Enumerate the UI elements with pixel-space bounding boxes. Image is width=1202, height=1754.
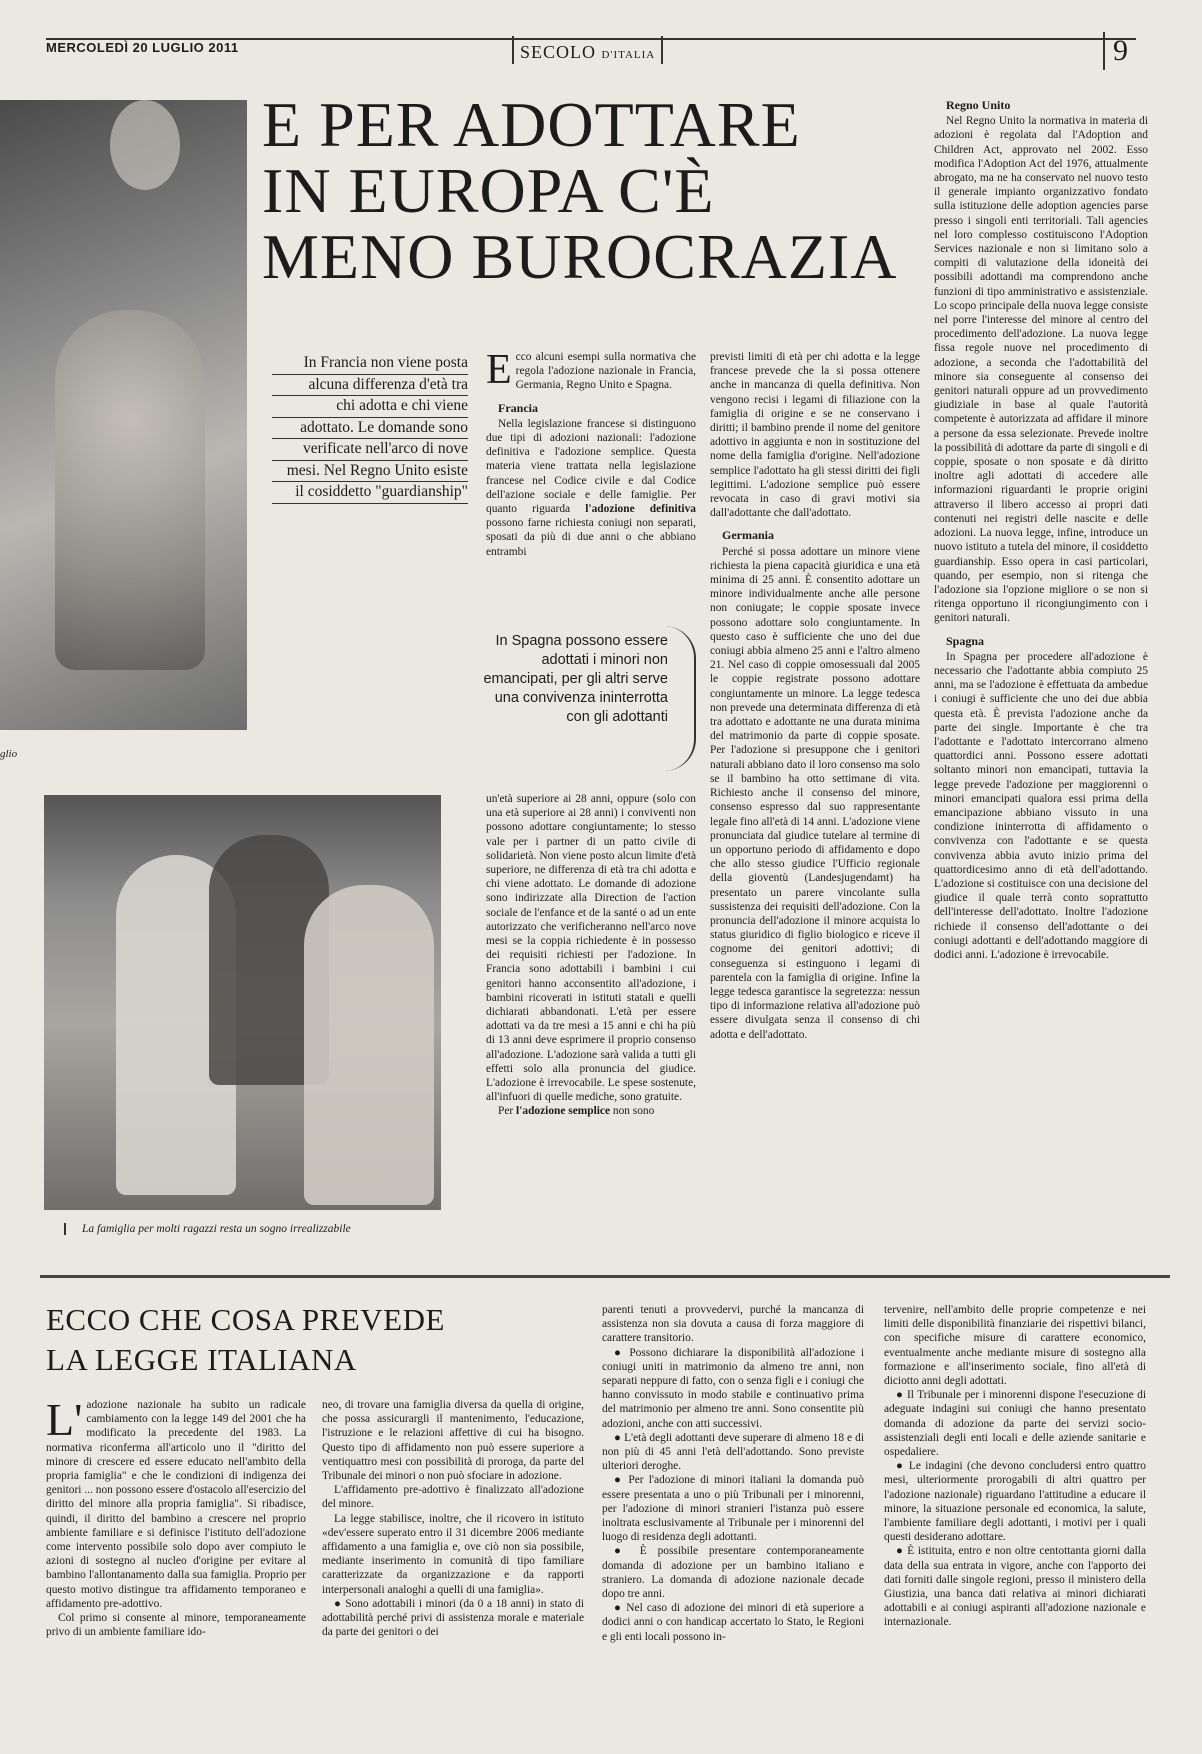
pullquote-france bbox=[272, 353, 468, 504]
article1-column-3 bbox=[710, 350, 920, 1245]
section-head-regno-unito: Regno Unito bbox=[946, 98, 1011, 112]
article2-col2-text-3: La legge stabilisce, inoltre, che il ricovero in istituto «dev'essere superato entro il 31 dicembre 2006 mediante affidamento a una famiglia e, ove ciò non sia possibile, mediante inserimento in comunità di tipo familiare caratterizzate da organizzazione e da rapporti interpersonali analoghi a quelli di una famiglia». bbox=[322, 1512, 584, 1596]
article2-col2-bullet: ● Sono adottabili i minori (da 0 a 18 anni) in stato di adottabilità perché privi di assistenza morale e materiale da parte dei genitori o dei bbox=[322, 1597, 584, 1639]
pullquote-line: il cosiddetto "guardianship" bbox=[272, 482, 468, 504]
article2-col4-bullet-3: ● È istituita, entro e non oltre centottanta giorni dalla data della sua entrata in vigore, anche con l'apporto dei dati forniti dalle singole regioni, presso il ministero della Giustizia, una banca dati relativa ai minori dichiarati adottabili e ai coniugi aspiranti all'adozione nazionale e internazionale. bbox=[884, 1545, 1146, 1629]
pullquote-line: adottato. Le domande sono bbox=[272, 418, 468, 440]
pullquote-bracket bbox=[664, 626, 696, 771]
pullquote-line: chi adotta e chi viene bbox=[272, 396, 468, 418]
article2-col3-bullet-3: ● Per l'adozione di minori italiani la domanda può essere presentata a uno o più Tribunali per i minorenni, per l'adozione di minori stranieri l'istanza può essere inoltrata esclusivamente al Tribunale per i minorenni del luogo di residenza degli adottanti. bbox=[602, 1474, 864, 1544]
photo-top-caption: glio bbox=[0, 748, 18, 760]
headline2-line-1: ECCO CHE COSA PREVEDE bbox=[46, 1302, 445, 1337]
article1-column-4 bbox=[934, 98, 1148, 1248]
article2-col2-text: neo, di trovare una famiglia diversa da quella di origine, che possa assicurargli il mantenimento, l'educazione, l'istruzione e le relazioni affettive di cui ha bisogno. Questo tipo di affidamento non può essere superiore a ventiquattro mesi con possibilità di proroga, da parte del Tribunale dei minori o non può sfociare in adozione. bbox=[322, 1399, 584, 1483]
pullquote-line: mesi. Nel Regno Unito esiste bbox=[272, 461, 468, 483]
article2-col1-text: adozione nazionale ha subito un radicale cambiamento con la legge 149 del 2001 che ha modificato la precedente del 1983. La normativa riconferma all'articolo uno il "diritto del minore di crescere ed essere educato nell'ambito della propria famiglia" e che le condizioni di indigenza dei genitori ... non possono essere d'ostacolo all'esercizio del diritto del minore alla propria famiglia". Si ribadisce, quindi, il diritto del bambino a crescere nel proprio ambiente familiare e si definisce l'istituto dell'adozione come intervento possibile solo dopo aver compiuto le azioni di sostegno al nucleo d'origine per evitare al bambino l'allontanamento dalla sua famiglia. Proprio per questo motivo distingue tra affidamento temporaneo e affidamento pre-adottivo. bbox=[46, 1399, 306, 1610]
section-divider bbox=[40, 1275, 1170, 1278]
francia-text-2: un'età superiore ai 28 anni, oppure (solo con una età superiore ai 28 anni) i conviventi non possono adottare congiuntamente; lo stesso vale per i partner di un patto civile di solidarietà. Non viene posto alcun limite d'età superiore, ne differenza di età tra chi adotta e chi viene adottato. Le domande di adozione sono indirizzate alla Direction de l'action sociale de l'enfance et de la santé o ad un ente autorizzato che verificheranno nell'arco nove mesi se la coppia richiedente è in possesso dei requisiti richiesti per l'adozione. In Francia sono adottabili i bambini i cui genitori hanno acconsentito all'adozione, i bambini ricoverati in istituti statali e quelli dichiarati abbandonati. L'età per essere adottati va da tre mesi a 15 anni e chi ha più di 13 anni deve esprimere il proprio consenso all'adozione. L'adozione sarà valida a tutti gli effetti solo alla pronuncia del giudice. L'adozione è irrevocabile. Le spese sostenute, all'infuori di quelle mediche, sono gratuite. bbox=[486, 793, 696, 1104]
article2-col3-bullet-1: ● Possono dichiarare la disponibilità all'adozione i coniugi uniti in matrimonio da almeno tre anni, non separati neppure di fatto, con o senza figli e i coniugi che hanno convissuto in modo stabile e continuativo prima del matrimonio per almeno tre anni. Sono consentite più adozioni, anche con atti successivi. bbox=[602, 1346, 864, 1430]
francia-text-a: Nella legislazione francese si distinguono due tipi di adozioni nazionali: l'adozione definitiva e l'adozione semplice. Questa materia viene trattata nella legislazione francese nel Codice civile e dal Codice dell'azione sociale e delle famiglie. Per quanto riguarda bbox=[486, 417, 696, 516]
pullquote-line: In Francia non viene posta bbox=[272, 353, 468, 375]
article1-column-2-top bbox=[486, 350, 696, 610]
headline-line-2: IN EUROPA C'È bbox=[262, 155, 715, 226]
masthead bbox=[46, 28, 1166, 67]
pullquote-spain: In Spagna possono essere adottati i minori non emancipati, per gli altri serve una convivenza ininterrotta con gli adottanti bbox=[483, 633, 668, 725]
masthead-paper-name bbox=[512, 36, 663, 64]
pullquote-line: alcuna differenza d'età tra bbox=[272, 375, 468, 397]
article1-headline bbox=[262, 89, 922, 292]
photo-figure-child bbox=[55, 310, 205, 670]
photo-top-children bbox=[0, 100, 247, 730]
francia-text-3b: non sono bbox=[612, 1105, 655, 1118]
page-number: 9 bbox=[1103, 32, 1128, 70]
headline-line-1: E PER ADOTTARE bbox=[262, 89, 801, 160]
section-head-spagna: Spagna bbox=[946, 633, 985, 648]
headline2-line-2: LA LEGGE ITALIANA bbox=[46, 1342, 357, 1377]
headline-line-3: MENO BUROCRAZIA bbox=[262, 221, 898, 292]
dropcap-l: L' bbox=[46, 1398, 83, 1445]
article2-col2-text-2: L'affidamento pre-adottivo è finalizzato all'adozione del minore. bbox=[322, 1484, 584, 1511]
article2-col1-text-2: Col primo si consente al minore, temporaneamente privo di un ambiente familiare ido- bbox=[46, 1612, 306, 1639]
photo-figure-head bbox=[110, 100, 180, 190]
regno-text: Nel Regno Unito la normativa in materia di adozioni è regolata dal l'Adoption and Children Act, approvato nel 2002. Esso modifica l'Adoption Act del 1976, attualmente abrogato, ma ne ha conservato nel nuovo testo il generale impianto organizzativo fondato sulla istituzione delle adoption agencies parse presso i singoli enti territoriali. Tali agencies nel loro complesso costituiscono l'Adoption Services nazionale e non si limitano solo a compiti di valutazione della idoneità dei possibili adottandi ma comprendono anche funzioni di tipo amministrativo e assistenziale. Lo scopo principale della nuova legge consiste nel porre l'interesse del minore al centro del procedimento dell'adozione. La nuova legge fissa regole nuove nel procedimento di adozione, a seconda che l'adottabilità del minore sia conseguente al consenso dei genitori naturali oppure ad un provvedimento giudiziale in base al quale l'autorità competente è autorizzata ad affidare il minore a persone da essa selezionate. Prevede inoltre la possibilità di adottare da parte di singoli e di coppie, sposate o non sposate e dà diritto inoltre agli adottati di accedere alle informazioni riguardanti le proprie origini attraverso il libero accesso ai propri dati contenuti nei registri delle nascite e delle adozioni. La nuova legge, infine, introduce un nuovo istituto a tutela del minore, il cosiddetto guardianship. Esso opera in casi particolari, quando, per esempio, non si ritenga che l'adozione sia l'opzione migliore o se non si ritenga opportuno il ricongiungimento con i genitori naturali. bbox=[934, 115, 1148, 625]
article2-col3-bullet-5: ● Nel caso di adozione dei minori di età superiore a dodici anni o con handicap accertato lo Stato, le Regioni e gli enti locali possono in- bbox=[602, 1602, 864, 1643]
article2-col4-bullet-2: ● Le indagini (che devono concludersi entro quattro mesi, ulteriormente prorogabili di altri quattro per l'adozione nazionale) riguardano l'attitudine a educare il minore, la situazione personale ed economica, la salute, l'ambiente familiare degli adottanti, i motivi per i quali questi desiderano adottare. bbox=[884, 1460, 1146, 1544]
col3-text: previsti limiti di età per chi adotta e la legge francese prevede che la si possa ottenere anche in mancanza di quella definitiva. Non vengono recisi i legami di filiazione con la famiglia di origine e se ne conservano i diritti; il bambino prende il nome del genitore adottivo in aggiunta e non in sostituzione del nome della famiglia d'origine. Nell'adozione semplice l'adottato ha gli stessi diritti dei figli legittimi. L'adozione semplice può essere revocata in caso di gravi motivi sia dall'adottante che dall'adottato. bbox=[710, 351, 920, 520]
photo-family bbox=[44, 795, 441, 1210]
article2-col3-bullet-4: ● È possibile presentare contemporaneamente domanda di adozione per un bambino italiano e straniero. La domanda di adozione nazionale decade dopo tre anni. bbox=[602, 1545, 864, 1601]
article2-column-4 bbox=[884, 1303, 1146, 1750]
article2-col4-bullet-1: ● Il Tribunale per i minorenni dispone l'esecuzione di adeguate indagini sui coniugi che hanno presentato domanda di adozione da parte dei servizi socio-assistenziali degli enti locali e delle aziende sanitarie e ospedaliere. bbox=[884, 1389, 1146, 1459]
francia-text-b: possono farne richiesta coniugi non separati, sposati da più di due anni o che abbiano entrambi bbox=[486, 517, 696, 558]
article1-column-2-bottom bbox=[486, 792, 696, 1242]
article2-col3-bullet-2: ● L'età degli adottanti deve superare di almeno 18 e di non più di 45 anni l'età dell'adottando. Sono previste ulteriori deroghe. bbox=[602, 1431, 864, 1473]
pullquote-line: verificate nell'arco di nove bbox=[272, 439, 468, 461]
section-head-germania: Germania bbox=[722, 528, 774, 543]
paper-name-small: D'ITALIA bbox=[601, 49, 656, 61]
photo-family-caption: La famiglia per molti ragazzi resta un sogno irrealizzabile bbox=[64, 1223, 351, 1235]
masthead-date: MERCOLEDÌ 20 LUGLIO 2011 bbox=[46, 40, 239, 55]
francia-bold-definitiva: l'adozione definitiva bbox=[585, 503, 696, 516]
francia-text-3a: Per bbox=[498, 1105, 514, 1118]
article2-headline bbox=[46, 1300, 486, 1380]
article2-col4-text: tervenire, nell'ambito delle proprie competenze e nei limiti delle disponibilità finanziarie dei rispettivi bilanci, con specifiche misure di carattere economico, eventualmente anche mediante misure di sostegno alla formazione e all'inserimento sociale, fino all'età di diciotto anni degli adottati. bbox=[884, 1304, 1146, 1388]
germania-text: Perché si possa adottare un minore viene richiesta la piena capacità giuridica e una età minima di 25 anni. È consentito adottare un minore individualmente anche alle persone non coniugate; le coppie sposate invece possono adottare solo congiuntamente. In questo caso è sufficiente che uno dei due coniugi abbia almeno 25 anni e l'altro almeno 21. Nel caso di coppie omosessuali dal 2005 le coppie registrate possono adottare congiuntamente un minore. La legge tedesca non prevede una determinata differenza di età tra adottato e adottante ne una durata minima del matrimonio da parte di coppie sposate. Per l'adozione si presuppone che i genitori naturali abbiano dato il loro consenso ma solo se il bambino ha otto settimane di vita. Richiesto anche il consenso del minore, consenso espresso dal suo rappresentante legale fino all'età di 14 anni. L'adozione viene pronunciata dal giudice tutelare al termine di un opportuno periodo di affidamento e dopo che allo stesso giudice l'Ufficio regionale della gioventù (Landesjugendamt) ha presentato un parere vincolante sulla sussistenza dei requisiti dell'adozione. Con la pronuncia dell'adozione il minore acquista lo status giuridico di figlio biologico e riceve il cognome dei genitori adottivi; di conseguenza si estinguono i legami di parentela con la famiglia di origine. Infine la legge tedesca garantisce la segretezza: nessun tipo di informazione relativa all'adozione può essere divulgata senza il consenso di chi adotta e dell'adottato. bbox=[710, 545, 920, 1041]
spagna-text: In Spagna per procedere all'adozione è necessario che l'adottante abbia compiuto 25 anni, ma se l'adozione è effettuata da ambedue i coniugi è sufficiente che uno dei due abbia questa età. È prevista l'adozione anche da parte dei single. Importante è che tra l'adottante e l'adottato intercorrano almeno quattordici anni. Possono essere adottati soltanto minori non emancipati, tuttavia la legge prevede l'adozione per maggiorenni o minori emancipati qualora essi prima della emancipazione abbiano vissuto in una condizione ininterrotta di affidamento o convivenza con l'adottante e se questa convivenza abbia avuto inizio prima del quattordicesimo anno di età dell'adottando. L'adozione si costituisce con una decisione del giudice il quale terrà conto soprattutto dell'interesse dell'adottato. Inoltre l'adozione richiede il consenso dell'adottante o dei coniugi adottanti e dell'adottando maggiore di dodici anni. L'adozione è irrevocabile. bbox=[934, 650, 1148, 961]
article2-column-3 bbox=[602, 1303, 864, 1750]
section-head-francia: Francia bbox=[498, 400, 538, 415]
paper-name: SECOLO bbox=[520, 42, 597, 62]
francia-bold-semplice: l'adozione semplice bbox=[516, 1105, 611, 1118]
article2-column-1 bbox=[46, 1398, 306, 1750]
photo-figure-man bbox=[304, 885, 434, 1205]
intro-text: cco alcuni esempi sulla normativa che regola l'adozione nazionale in Francia, Germania, Regno Unito e Spagna. bbox=[515, 351, 696, 392]
dropcap-e: E bbox=[486, 350, 512, 393]
article2-column-2 bbox=[322, 1398, 584, 1750]
article2-col3-text: parenti tenuti a provvedervi, purché la mancanza di assistenza non sia dovuta a causa di forza maggiore di carattere transitorio. bbox=[602, 1304, 864, 1345]
